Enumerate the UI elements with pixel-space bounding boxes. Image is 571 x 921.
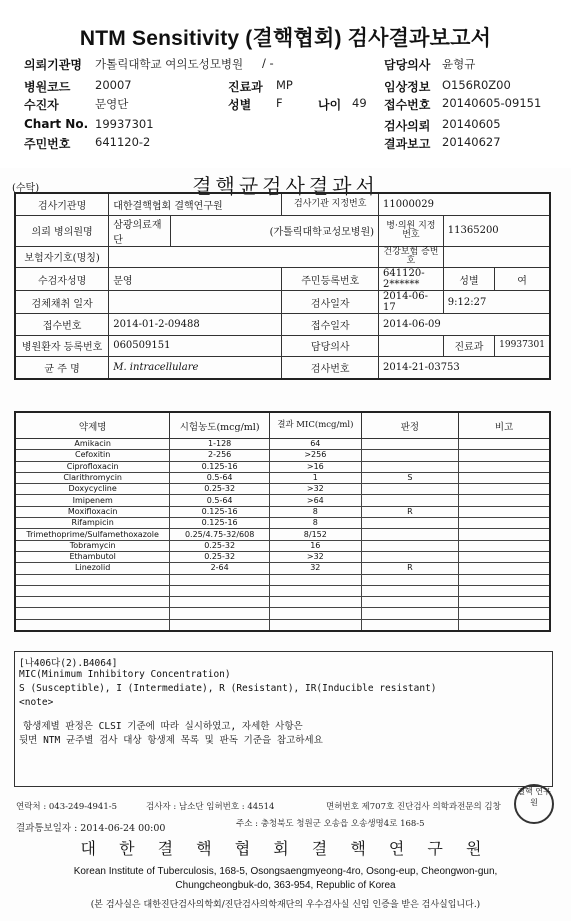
empty-cell (459, 574, 550, 585)
remark (459, 529, 550, 540)
interpretation (361, 495, 458, 506)
empty-row (15, 574, 550, 585)
examiner-info: 검사자 : 남소단 임허번호 : 44514 (146, 802, 275, 812)
drug-name: Clarithromycin (15, 472, 170, 483)
remark (459, 495, 550, 506)
cell-value (109, 291, 282, 314)
empty-cell (170, 585, 270, 596)
consignment-tag: (수탁) (12, 183, 40, 194)
empty-row (15, 608, 550, 619)
field-label: 의뢰기관명 (24, 58, 82, 72)
sex-label: 성별 (228, 98, 252, 112)
interpretation (361, 551, 458, 562)
interpretation (361, 529, 458, 540)
field-label: 접수번호 (384, 98, 431, 112)
interpretation (361, 540, 458, 551)
test-range: 0.5-64 (170, 472, 270, 483)
cell-value: M. intracellulare (109, 357, 282, 379)
cell-label: 주민등록번호 (282, 268, 379, 291)
hospital-name: 가톨릭대학교 여의도성모병원 (95, 57, 244, 71)
drug-name: Ciprofloxacin (15, 461, 170, 472)
address-info: 주소 : 충청북도 청원군 오송읍 오송생명4로 168-5 (236, 819, 425, 829)
drug-row (15, 540, 550, 551)
empty-cell (170, 608, 270, 619)
cell-label: 담당의사 (282, 335, 379, 357)
drug-row (15, 461, 550, 472)
empty-row (15, 585, 550, 596)
institute-seal: 결핵 연구원 (514, 784, 554, 824)
field-label: 주민번호 (24, 137, 71, 151)
license-info: 면허번호 제707호 진단검사 의학과전문의 김창 (326, 802, 501, 812)
remark (459, 563, 550, 574)
note-line: S (Susceptible), I (Intermediate), R (Resistant), IR(Inducible resistant) (19, 683, 437, 694)
empty-cell (361, 574, 458, 585)
interpretation (361, 450, 458, 461)
mic-value: >64 (269, 495, 361, 506)
drug-name: Ethambutol (15, 551, 170, 562)
cell-label: 진료과 (443, 335, 494, 357)
test-range: 0.125-16 (170, 518, 270, 529)
clinical-info: O156R0Z00 (442, 78, 511, 92)
empty-cell (170, 597, 270, 608)
drug-row (15, 529, 550, 540)
cell-label: 접수일자 (282, 314, 379, 336)
remark (459, 506, 550, 517)
field-label: 임상정보 (384, 80, 431, 94)
cell-label: 수검자성명 (15, 268, 109, 291)
patient-name: 문영단 (95, 97, 129, 111)
request-date: 20140605 (442, 117, 501, 131)
remark (459, 540, 550, 551)
empty-cell (15, 585, 170, 596)
mic-value: 16 (269, 540, 361, 551)
empty-row (15, 619, 550, 631)
cell-label: 의뢰 병의원명 (15, 215, 109, 246)
institute-address-en: Korean Institute of Tuberculosis, 168-5, Osongsaengmyeong-4ro, Osong-eup, Cheongwon-gun, (73, 866, 498, 877)
mic-value: >16 (269, 461, 361, 472)
empty-cell (15, 608, 170, 619)
chart-number: 19937301 (95, 117, 154, 131)
accession-number: 20140605-09151 (442, 96, 542, 110)
note-line: <note> (19, 697, 54, 708)
cell-value: 문영 (109, 268, 282, 291)
empty-cell (269, 619, 361, 631)
contact-info: 연락처 : 043-249-4941-5 (16, 802, 118, 812)
drug-row (15, 439, 550, 450)
certification-note: (본 검사실은 대한진단검사의학회/진단검사의학재단의 우수검사실 신임 인증을 받은 검사실입니다.) (90, 900, 481, 910)
cell-value: 11365200 (443, 215, 550, 246)
cell-label: 검사기관명 (15, 193, 109, 215)
drug-name: Amikacin (15, 439, 170, 450)
empty-cell (15, 574, 170, 585)
cell-value: 2014-01-2-09488 (109, 314, 282, 336)
field-label: 결과보고 (384, 137, 431, 151)
field-label: 병원코드 (24, 80, 71, 94)
report-date: 20140627 (442, 135, 501, 149)
empty-cell (15, 597, 170, 608)
hospital-code: 20007 (95, 78, 132, 92)
cell-value: 9:12:27 (443, 291, 550, 314)
empty-cell (459, 619, 550, 631)
drug-row (15, 518, 550, 529)
note-line: MIC(Minimum Inhibitory Concentration) (19, 669, 231, 680)
report-title: 결핵균검사결과서 (192, 174, 379, 198)
remark (459, 472, 550, 483)
mic-value: 1 (269, 472, 361, 483)
mic-value: >32 (269, 551, 361, 562)
test-range: 0.25-32 (170, 484, 270, 495)
empty-cell (459, 608, 550, 619)
empty-cell (15, 619, 170, 631)
cell-label: 보험자기호(명칭) (15, 246, 109, 268)
drug-row (15, 506, 550, 517)
mic-value: 64 (269, 439, 361, 450)
mic-value: >32 (269, 484, 361, 495)
cell-value: (가톨릭대학교성모병원) (170, 215, 378, 246)
drug-rows (15, 439, 550, 632)
doctor-name: 윤형규 (442, 57, 476, 71)
remark (459, 450, 550, 461)
field-label: 수진자 (24, 98, 59, 112)
cell-label: 성별 (443, 268, 494, 291)
empty-cell (459, 597, 550, 608)
interpretation: S (361, 472, 458, 483)
drug-name: Doxycycline (15, 484, 170, 495)
cell-label: 검체채취 일자 (15, 291, 109, 314)
drug-name: Trimethoprime/Sulfamethoxazole (15, 529, 170, 540)
dept-label: 진료과 (228, 80, 263, 94)
empty-cell (269, 585, 361, 596)
institute-name: 대 한 결 핵 협 회 결 핵 연 구 원 (80, 839, 491, 858)
info-table (14, 192, 551, 380)
column-header: 결과 MIC(mcg/ml) (269, 412, 361, 439)
resident-number: 641120-2 (95, 135, 151, 149)
test-range: 0.25-32 (170, 540, 270, 551)
empty-cell (170, 619, 270, 631)
drug-row (15, 563, 550, 574)
cell-label: 균 주 명 (15, 357, 109, 379)
drug-row (15, 551, 550, 562)
remark (459, 518, 550, 529)
cell-value: 11000029 (379, 193, 550, 215)
page-title: NTM Sensitivity (결핵협회) 검사결과보고서 (79, 27, 492, 50)
slash-field: / - (262, 56, 274, 70)
cell-value: 2014-21-03753 (379, 357, 550, 379)
age-value: 49 (352, 96, 367, 110)
cell-value: 060509151 (109, 335, 282, 357)
cell-value (379, 335, 444, 357)
column-header: 판정 (361, 412, 458, 439)
column-header: 시험농도(mcg/ml) (170, 412, 270, 439)
interpretation (361, 439, 458, 450)
cell-value: 2014-06-09 (379, 314, 550, 336)
cell-value: 여 (495, 268, 550, 291)
cell-value: 대한결핵협회 결핵연구원 (109, 193, 282, 215)
test-range: 2-64 (170, 563, 270, 574)
test-range: 0.25-32 (170, 551, 270, 562)
empty-cell (269, 574, 361, 585)
note-line: 뒷면 NTM 균주별 검사 대상 항생제 목록 및 판독 기준을 참고하세요 (19, 735, 323, 746)
test-range: 0.125-16 (170, 506, 270, 517)
cell-label: 검사번호 (282, 357, 379, 379)
test-range: 0.125-16 (170, 461, 270, 472)
empty-row (15, 597, 550, 608)
susceptibility-table (14, 411, 551, 632)
empty-cell (459, 585, 550, 596)
empty-cell (361, 585, 458, 596)
cell-label: 검사일자 (282, 291, 379, 314)
column-header: 약제명 (15, 412, 170, 439)
cell-label: 병·의원 지정번호 (379, 215, 444, 246)
drug-name: Moxifloxacin (15, 506, 170, 517)
age-label: 나이 (318, 98, 342, 112)
institute-address-en: Chungcheongbuk-do, 363-954, Republic of Korea (175, 880, 396, 891)
remark (459, 551, 550, 562)
sex-value: F (276, 96, 283, 110)
cell-value: 641120-2****** (379, 268, 444, 291)
cell-value (443, 246, 550, 268)
drug-row (15, 484, 550, 495)
empty-cell (361, 597, 458, 608)
test-range: 2-256 (170, 450, 270, 461)
scanned-report (0, 168, 571, 921)
note-line: [나406다(2).B4064] (19, 658, 118, 669)
drug-name: Cefoxitin (15, 450, 170, 461)
drug-name: Linezolid (15, 563, 170, 574)
report-date-info: 결과통보일자 : 2014-06-24 00:00 (16, 823, 166, 834)
drug-name: Tobramycin (15, 540, 170, 551)
cell-value: 19937301 (495, 335, 550, 357)
drug-row (15, 495, 550, 506)
remark (459, 484, 550, 495)
empty-cell (269, 608, 361, 619)
drug-name: Rifampicin (15, 518, 170, 529)
field-label: Chart No. (24, 117, 89, 131)
cell-label: 검사기관 지정번호 (282, 193, 379, 215)
interpretation: R (361, 506, 458, 517)
empty-cell (269, 597, 361, 608)
cell-value: 삼광의료재단 (109, 215, 171, 246)
mic-value: 8 (269, 518, 361, 529)
test-range: 0.25/4.75-32/608 (170, 529, 270, 540)
dept-value: MP (276, 78, 293, 92)
drug-row (15, 472, 550, 483)
field-label: 담당의사 (384, 58, 431, 72)
drug-name: Imipenem (15, 495, 170, 506)
interpretation (361, 518, 458, 529)
interpretation (361, 484, 458, 495)
cell-label: 병원환자 등록번호 (15, 335, 109, 357)
notes-box (14, 651, 553, 787)
test-range: 1-128 (170, 439, 270, 450)
empty-cell (361, 608, 458, 619)
cell-value (109, 246, 379, 268)
mic-value: 8 (269, 506, 361, 517)
mic-value: 32 (269, 563, 361, 574)
column-header: 비고 (459, 412, 550, 439)
remark (459, 439, 550, 450)
empty-cell (170, 574, 270, 585)
field-label: 검사의뢰 (384, 119, 431, 133)
remark (459, 461, 550, 472)
cell-label: 건강보험 증번호 (379, 246, 444, 268)
mic-value: 8/152 (269, 529, 361, 540)
drug-row (15, 450, 550, 461)
note-line: 항생제별 판정은 CLSI 기준에 따라 실시하였고, 자세한 사항은 (23, 721, 303, 732)
interpretation (361, 461, 458, 472)
interpretation: R (361, 563, 458, 574)
cell-label: 접수번호 (15, 314, 109, 336)
mic-value: >256 (269, 450, 361, 461)
cell-value: 2014-06-17 (379, 291, 444, 314)
empty-cell (361, 619, 458, 631)
test-range: 0.5-64 (170, 495, 270, 506)
